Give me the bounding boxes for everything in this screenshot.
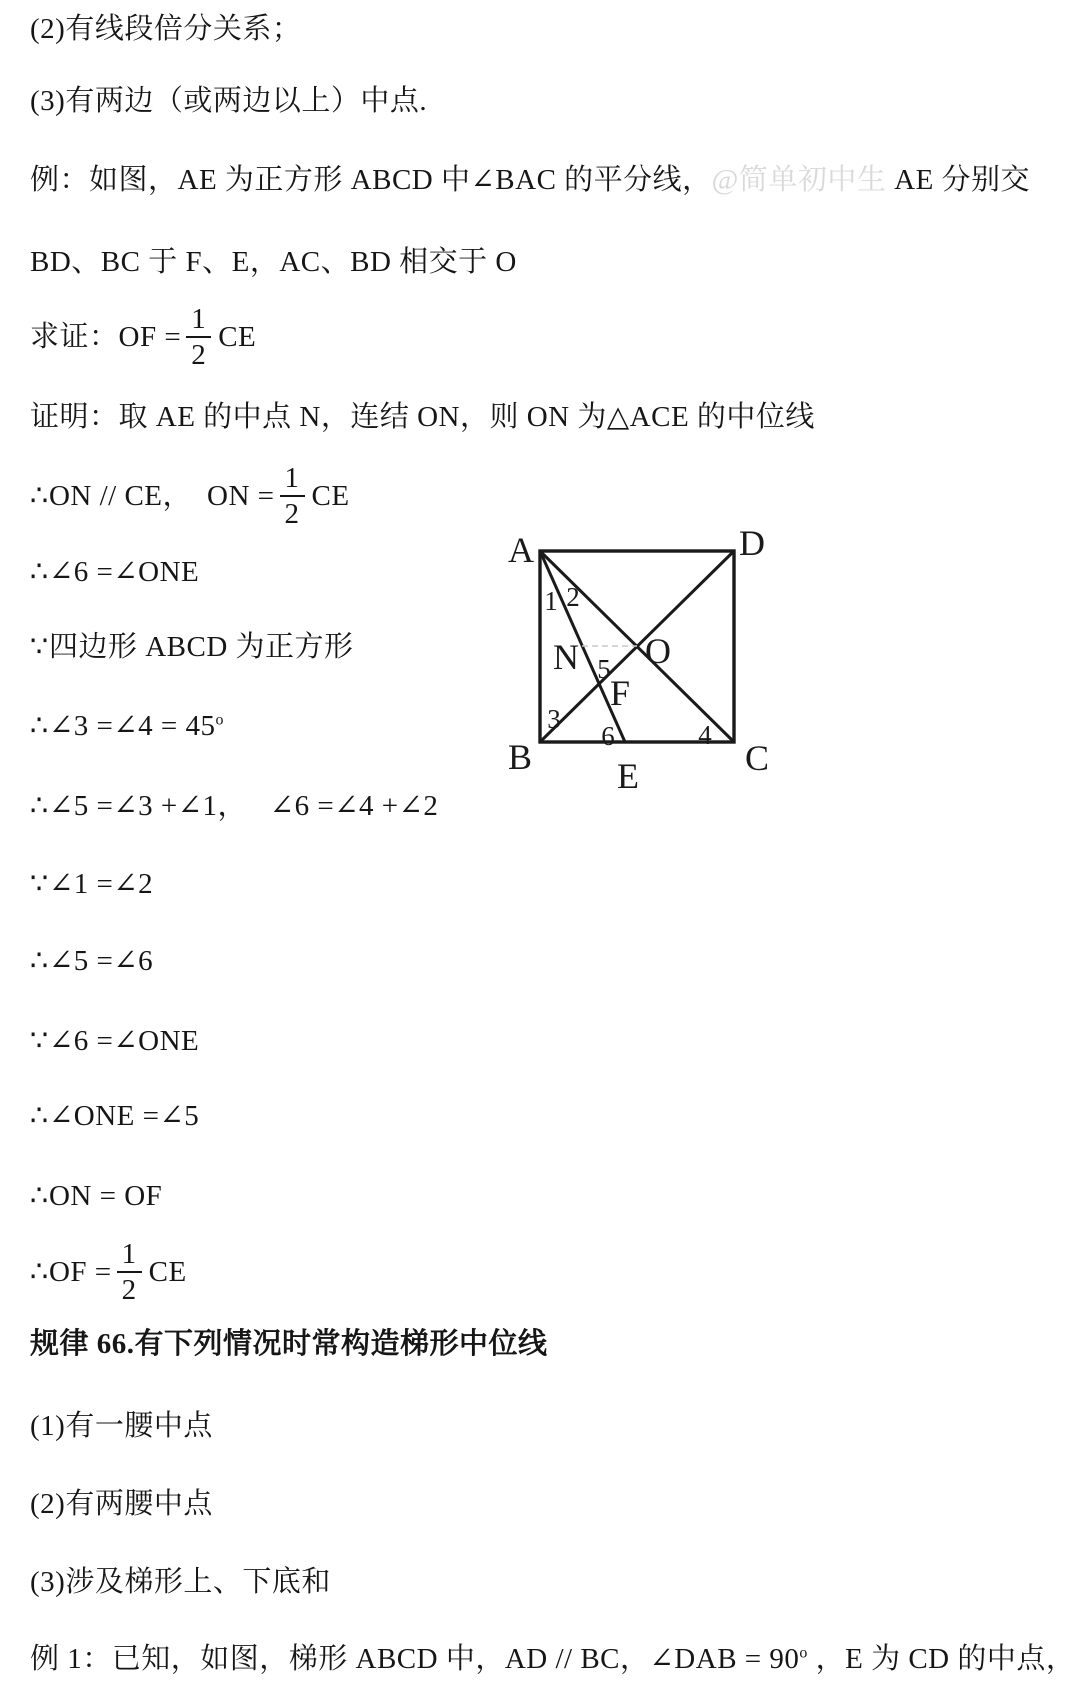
rule-66-heading: 规律 66.有下列情况时常构造梯形中位线 [30,1328,548,1360]
rule-item-3: (3)涉及梯形上、下底和 [30,1566,331,1598]
angle-label-2: 2 [566,582,580,612]
point-label-o: O [645,631,671,671]
rule-item-2: (2)有两腰中点 [30,1488,213,1520]
proof-step-5 [30,711,224,742]
proof-step-4: ∵四边形 ABCD 为正方形 [30,631,354,663]
proof-step-6: ∴∠5 =∠3 +∠1， ∠6 =∠4 +∠2 [30,790,439,822]
qiuzheng-line [30,303,256,371]
vertex-label-b: B [507,737,533,777]
list-item-3: (3)有两边（或两边以上）中点. [30,85,428,117]
example-intro-line2: BD、BC 于 F、E，AC、BD 相交于 O [30,246,517,278]
fraction-numerator: 1 [117,1239,142,1272]
proof-step-7: ∵∠1 =∠2 [30,868,154,900]
proof-step-2-prefix: ∴ON // CE， ON = [30,479,275,512]
proof-step-12-suffix: CE [148,1255,187,1288]
fraction-one-half [117,1239,142,1305]
degree-superscript: o [215,711,224,729]
fraction-numerator: 1 [280,463,305,496]
proof-step-12-prefix: ∴OF = [30,1255,112,1288]
example-intro-line1 [30,165,1030,196]
angle-label-5: 5 [597,654,611,684]
proof-step-10: ∴∠ONE =∠5 [30,1100,200,1132]
qiuzheng-prefix: 求证：OF = [30,320,182,353]
proof-step-2-suffix: CE [311,479,350,512]
example-text-after-watermark: AE 分别交 [886,164,1031,196]
point-label-n: N [553,637,579,677]
example-1-line [30,1644,1075,1675]
fraction-one-half [186,304,211,370]
watermark-text: @简单初中生 [711,164,887,196]
example-1-after-sup: ，E 为 CD 的中点， [807,1643,1076,1675]
example-text-before-watermark: 例：如图，AE 为正方形 ABCD 中∠BAC 的平分线， [30,164,712,196]
degree-superscript: o [799,1644,808,1662]
proof-step-2 [30,462,350,530]
proof-step-5-base: ∴∠3 =∠4 = 45 [30,710,216,742]
vertex-label-e: E [617,756,639,796]
proof-step-1: 证明：取 AE 的中点 N，连结 ON，则 ON 为△ACE 的中位线 [30,401,815,433]
point-label-f: F [609,673,631,713]
geometry-diagram [450,480,790,810]
angle-label-4: 4 [698,720,712,750]
angle-label-6: 6 [601,721,615,751]
fraction-numerator: 1 [186,304,211,337]
vertex-label-c: C [744,738,770,778]
example-1-before-sup: 例 1：已知，如图，梯形 ABCD 中，AD // BC，∠DAB = 90 [30,1643,800,1675]
proof-step-11: ∴ON = OF [30,1180,163,1212]
fraction-denominator: 2 [121,1273,137,1306]
angle-label-3: 3 [547,704,561,734]
fraction-one-half [280,463,305,529]
proof-step-12 [30,1238,187,1306]
proof-step-8: ∴∠5 =∠6 [30,945,154,977]
vertex-label-d: D [739,523,765,563]
angle-label-1: 1 [544,586,558,616]
qiuzheng-suffix: CE [218,320,257,353]
proof-step-9: ∵∠6 =∠ONE [30,1025,200,1057]
rule-item-1: (1)有一腰中点 [30,1410,213,1442]
list-item-2: (2)有线段倍分关系； [30,13,302,45]
proof-step-3: ∴∠6 =∠ONE [30,556,200,588]
fraction-denominator: 2 [284,497,300,530]
fraction-denominator: 2 [191,338,207,371]
vertex-label-a: A [508,530,534,570]
